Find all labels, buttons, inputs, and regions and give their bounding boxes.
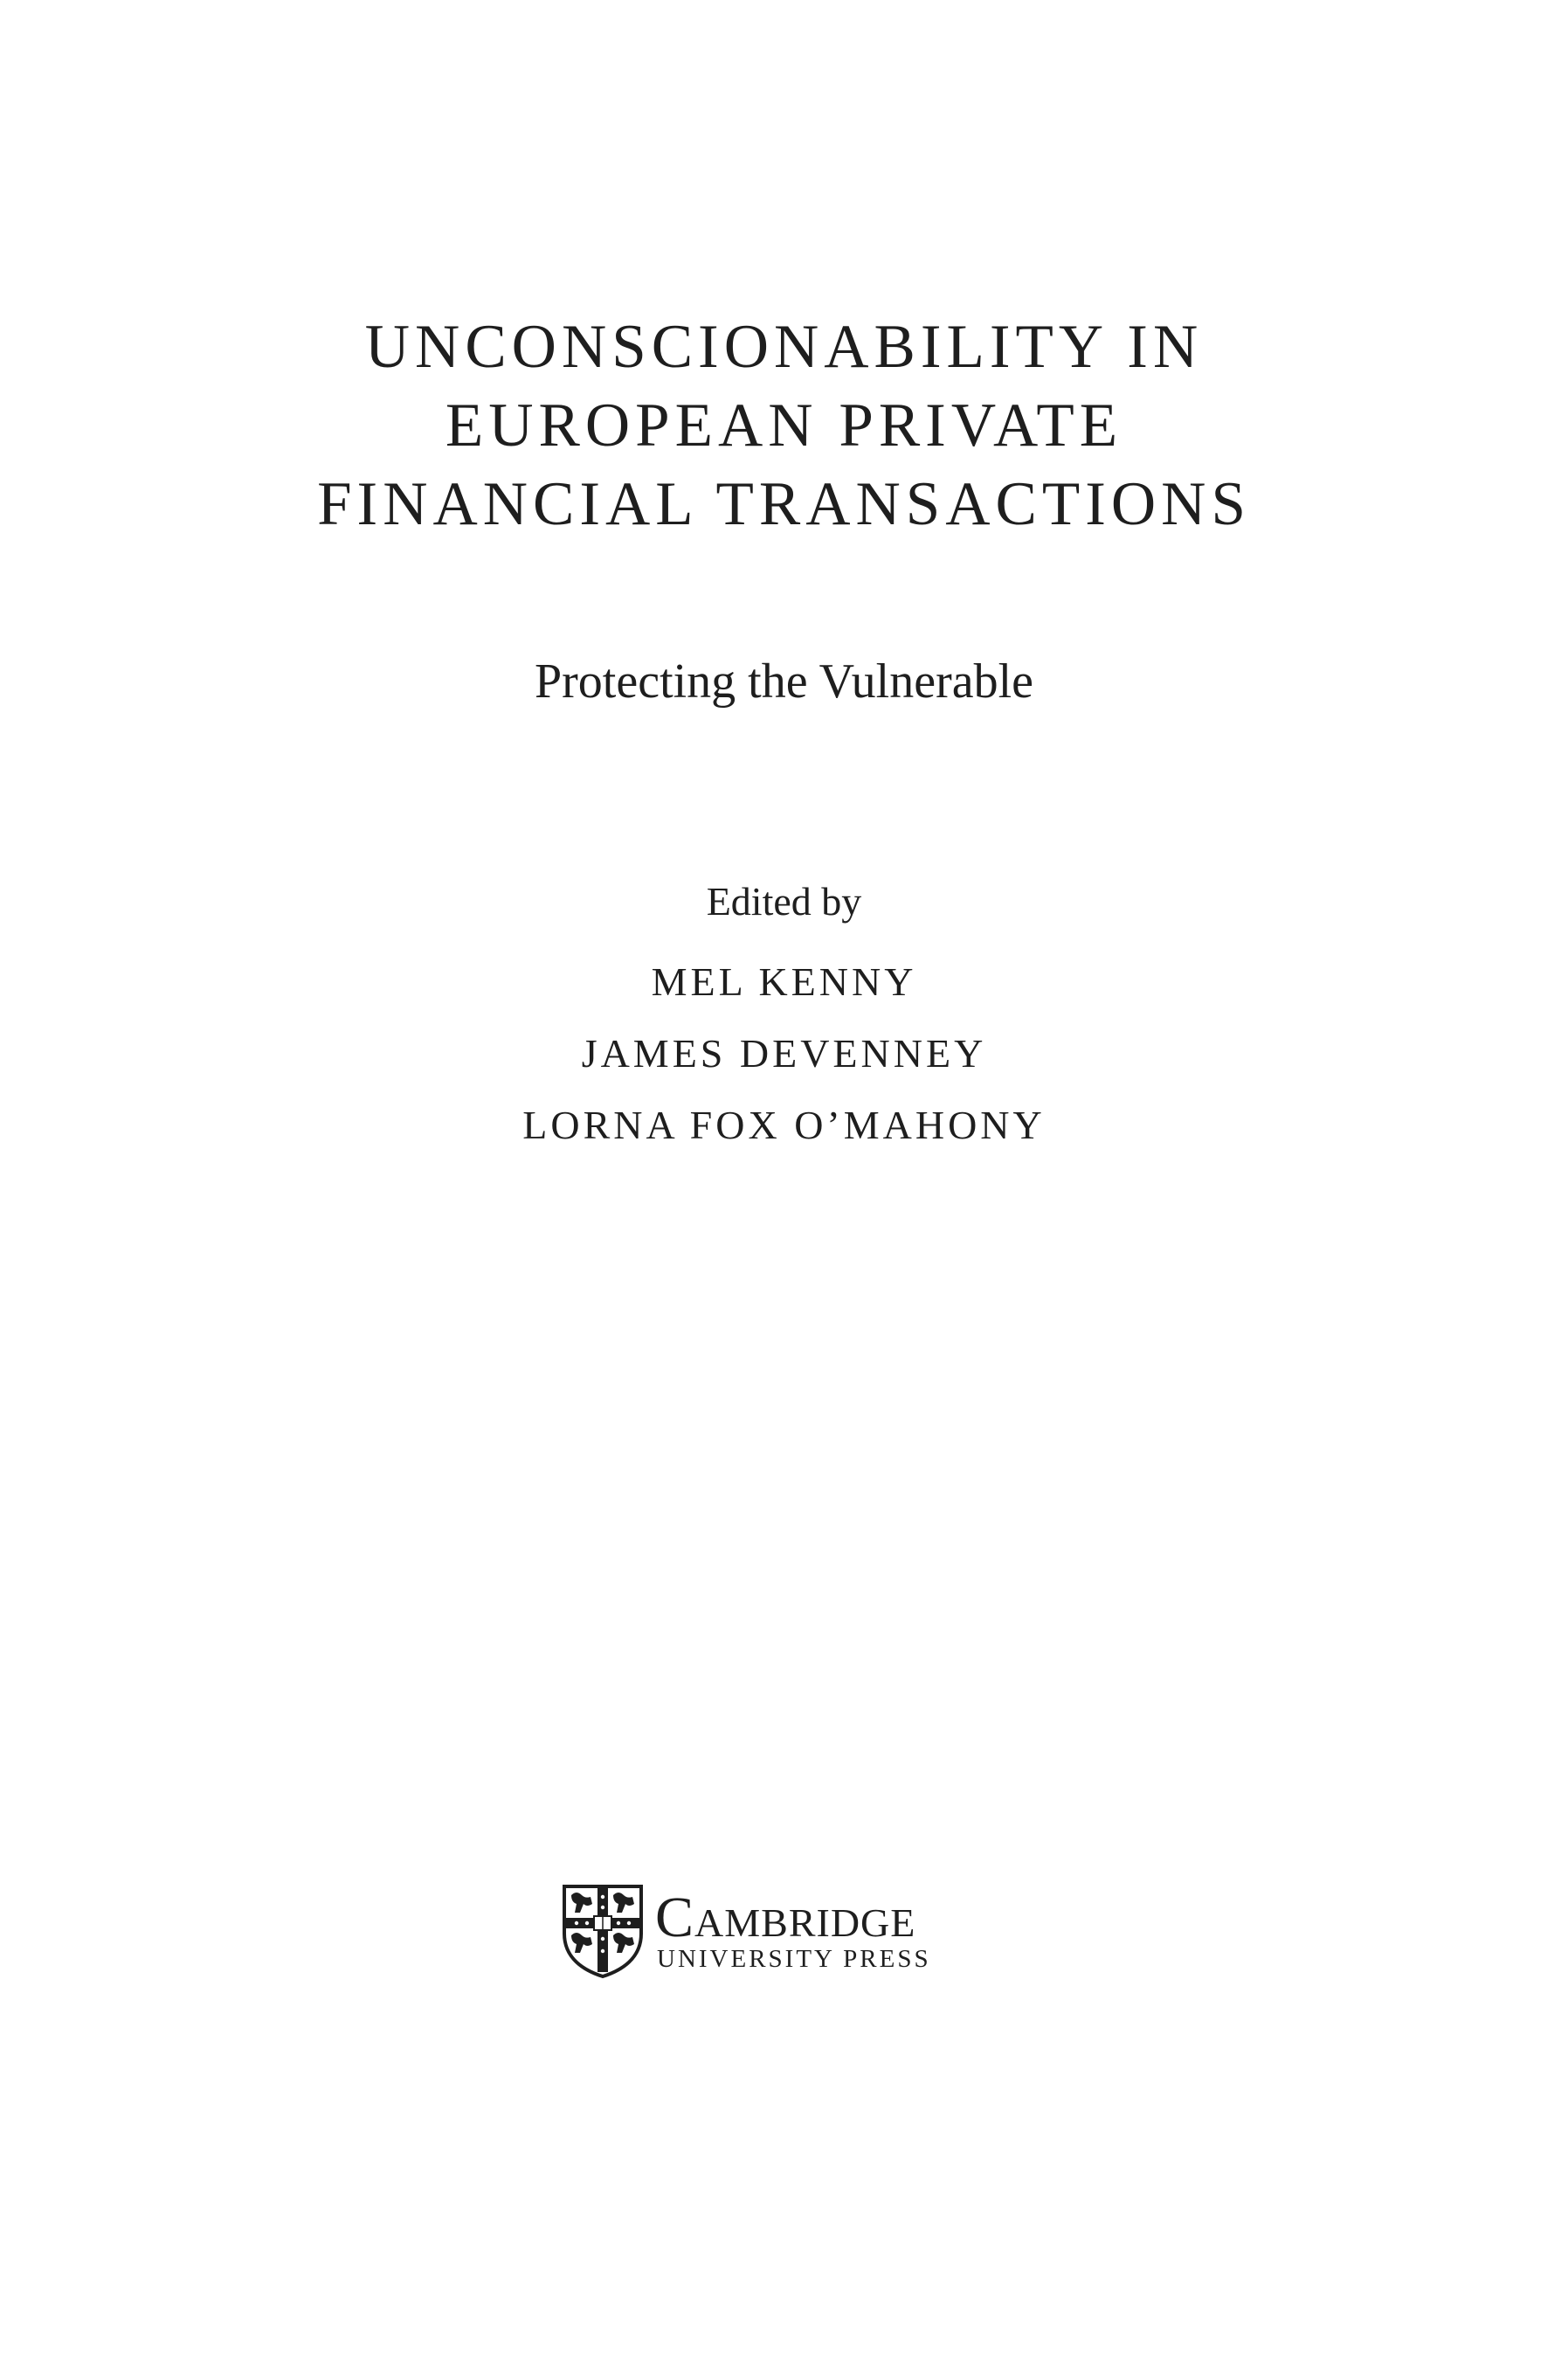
book-title-line: UNCONSCIONABILITY IN [364,313,1204,381]
edited-by-label: Edited by [706,879,862,924]
university-crest-icon [561,1883,645,1979]
editor-name: MEL KENNY [651,959,917,1004]
editor-list [0,946,1568,1161]
publisher-subname: UNIVERSITY PRESS [657,1945,931,1973]
publisher-name: Cambridge [655,1886,916,1949]
book-title-line: FINANCIAL TRANSACTIONS [317,470,1251,538]
publisher-imprint [561,1883,963,1979]
book-subtitle: Protecting the Vulnerable [535,654,1033,709]
book-title-line: EUROPEAN PRIVATE [445,391,1123,460]
editor-name: LORNA FOX O’MAHONY [522,1103,1046,1147]
editor-name: JAMES DEVENNEY [581,1031,987,1076]
book-title [0,308,1568,543]
